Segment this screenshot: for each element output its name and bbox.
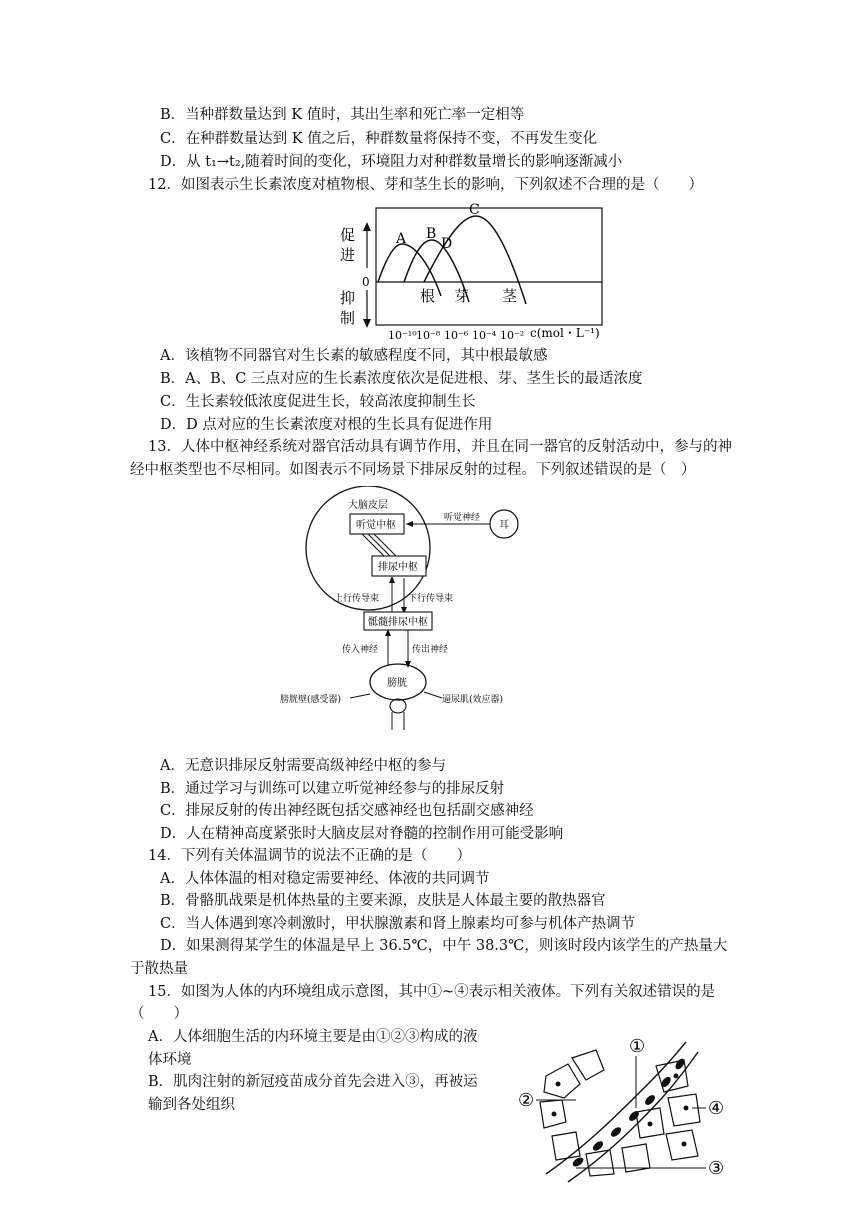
- q12-option-c: C．生长素较低浓度促进生长，较高浓度抑制生长: [160, 394, 476, 410]
- label-a: A: [396, 231, 407, 247]
- q13-option-a: A．无意识排尿反射需要高级神经中枢的参与: [160, 758, 446, 774]
- q11-option-c: C．在种群数量达到 K 值之后，种群数量将保持不变，不再发生变化: [160, 131, 598, 147]
- label-d: D: [441, 236, 453, 252]
- afferent-nerve-label: 传入神经: [342, 645, 379, 655]
- urination-reflex-diagram: [278, 486, 538, 734]
- auditory-nerve-label: 听觉神经: [444, 513, 481, 523]
- q14-option-a: A．人体体温的相对稳定需要神经、体液的共同调节: [160, 871, 490, 887]
- q12-option-b: B．A、B、C 三点对应的生长素浓度依次是促进根、芽、茎生长的最适浓度: [160, 371, 643, 387]
- fluid-label-2: ②: [518, 1090, 535, 1111]
- q15-stem-2: （ ）: [130, 1006, 188, 1022]
- y-label-inhibit-2: 制: [340, 309, 356, 327]
- q15-option-a-1: A．人体细胞生活的内环境主要是由①②③构成的液: [148, 1029, 478, 1045]
- y-label-promote-2: 进: [340, 246, 356, 264]
- x-unit: c(mol・L⁻¹): [530, 326, 600, 340]
- zero-label: 0: [362, 275, 370, 289]
- x-tick-1: 10⁻¹⁰: [388, 329, 417, 342]
- descending-tract-label: 下行传导束: [408, 594, 454, 604]
- q15-option-b-2: 输到各处组织: [148, 1097, 235, 1113]
- q12-stem: 12．如图表示生长素浓度对植物根、芽和茎生长的影响，下列叙述不合理的是（ ）: [148, 177, 703, 193]
- cortex-label: 大脑皮层: [348, 500, 388, 511]
- efferent-nerve-label: 传出神经: [412, 645, 449, 655]
- hearing-center-label: 听觉中枢: [356, 520, 396, 531]
- x-tick-4: 10⁻⁴: [472, 329, 497, 342]
- q11-option-d: D．从 t₁→t₂,随着时间的变化，环境阻力对种群数量增长的影响逐渐减小: [160, 154, 623, 170]
- q15-option-a-2: 体环境: [148, 1052, 192, 1068]
- detrusor-label: 逼尿肌(效应器): [442, 695, 504, 705]
- fluid-label-4: ④: [708, 1098, 725, 1119]
- q13-option-b: B．通过学习与训练可以建立听觉神经参与的排尿反射: [160, 781, 505, 797]
- q14-option-d-1: D．如果测得某学生的体温是早上 36.5℃，中午 38.3℃，则该时段内该学生的产热量大: [160, 938, 728, 954]
- q13-stem-2: 经中枢类型也不尽相同。如图表示不同场景下排尿反射的过程。下列叙述错误的是（ ）: [130, 462, 696, 478]
- bladder-wall-label: 膀胱壁(感受器): [280, 695, 342, 705]
- y-label-promote-1: 促: [340, 226, 356, 244]
- x-tick-5: 10⁻²: [500, 329, 525, 342]
- q14-option-b: B．骨骼肌战栗是机体热量的主要来源，皮肤是人体最主要的散热器官: [160, 893, 606, 909]
- q12-option-a: A．该植物不同器官对生长素的敏感程度不同，其中根最敏感: [160, 348, 548, 364]
- q15-stem-1: 15．如图为人体的内环境组成示意图，其中①~④表示相关液体。下列有关叙述错误的是: [148, 984, 716, 1000]
- x-tick-2: 10⁻⁸: [416, 329, 441, 342]
- q13-option-d: D．人在精神高度紧张时大脑皮层对脊髓的控制作用可能受影响: [160, 826, 564, 842]
- organ-stem: 茎: [502, 287, 518, 305]
- urination-center-label: 排尿中枢: [378, 562, 418, 573]
- q15-option-b-1: B．肌肉注射的新冠疫苗成分首先会进入③，再被运: [148, 1074, 478, 1090]
- label-c: C: [469, 202, 480, 218]
- sacral-center-label: 骶髓排尿中枢: [368, 617, 428, 628]
- fluid-label-3: ③: [708, 1158, 725, 1179]
- ear-label: 耳: [499, 520, 509, 531]
- organ-root: 根: [420, 287, 436, 305]
- q11-option-b: B．当种群数量达到 K 值时，其出生率和死亡率一定相等: [160, 107, 525, 123]
- bladder-label: 膀胱: [387, 678, 407, 689]
- q12-option-d: D．D 点对应的生长素浓度对根的生长具有促进作用: [160, 417, 493, 433]
- fluid-label-1: ①: [629, 1036, 646, 1057]
- internal-environment-diagram: [516, 1036, 738, 1184]
- x-tick-3: 10⁻⁶: [444, 329, 469, 342]
- q13-option-c: C．排尿反射的传出神经既包括交感神经也包括副交感神经: [160, 803, 534, 819]
- organ-bud: 芽: [454, 287, 470, 305]
- q14-option-d-2: 于散热量: [130, 961, 188, 977]
- label-b: B: [426, 226, 437, 242]
- q14-option-c: C．当人体遇到寒冷刺激时，甲状腺激素和肾上腺素均可参与机体产热调节: [160, 916, 636, 932]
- y-label-inhibit-1: 抑: [340, 289, 356, 307]
- ascending-tract-label: 上行传导束: [334, 594, 380, 604]
- q13-stem-1: 13．人体中枢神经系统对器官活动具有调节作用，并且在同一器官的反射活动中，参与的神: [148, 439, 732, 455]
- q14-stem: 14．下列有关体温调节的说法不正确的是（ ）: [148, 848, 471, 864]
- auxin-concentration-chart: [336, 198, 616, 342]
